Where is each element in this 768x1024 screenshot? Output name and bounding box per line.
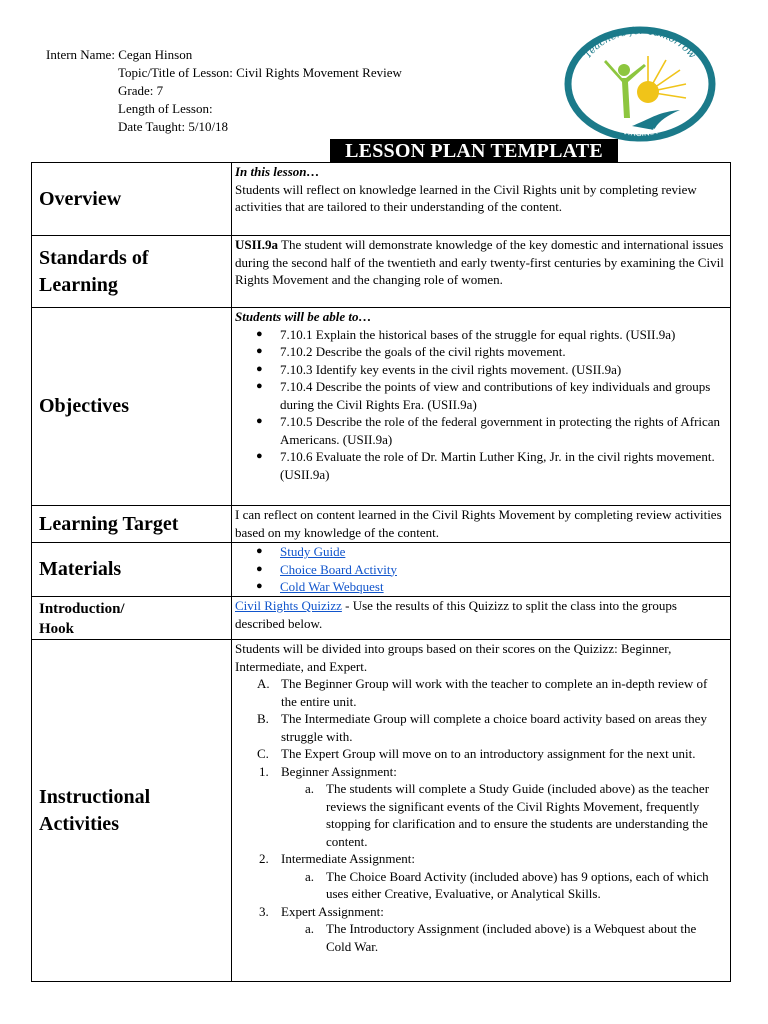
material-item [280, 578, 724, 596]
overview-label: Overview [32, 163, 232, 236]
lesson-topic: Topic/Title of Lesson: Civil Rights Movement Review [118, 65, 402, 80]
logo-state-text: VIRGINIA [621, 126, 659, 139]
introduction-text: - Use the results of this Quizizz to split the class into the groups described below. [235, 598, 677, 631]
page-title: LESSON PLAN TEMPLATE [330, 139, 618, 163]
objective-item: ● 7.10.5 Describe the role of the federal government in protecting the rights of African Americans. (USII.9a) [280, 413, 724, 448]
group-item [235, 675, 724, 710]
assignment-sub-text: The Introductory Assignment (included above) is a Webquest about the Cold War. [326, 921, 697, 954]
assignment-sub-marker: a. [305, 781, 315, 796]
introduction-label [32, 597, 232, 640]
overview-intro: In this lesson… [235, 164, 320, 179]
lesson-grade: Grade: 7 [118, 83, 164, 98]
objective-item: ● 7.10.2 Describe the goals of the civil rights movement. [280, 343, 724, 361]
overview-row [32, 163, 731, 236]
group-item [235, 745, 724, 763]
standards-label [32, 236, 232, 308]
instructional-label [32, 640, 232, 982]
overview-content [232, 163, 731, 236]
learning-target-text: I can reflect on content learned in the Civil Rights Movement by completing review activities based on my knowledge of the content. [232, 506, 731, 543]
group-text: The Expert Group will move on to an introductory assignment for the next unit. [281, 746, 696, 761]
assignment-sub-marker: a. [305, 868, 315, 884]
instructional-row [32, 640, 731, 982]
cold-war-webquest-link[interactable]: Cold War Webquest [280, 579, 384, 594]
standards-label-line1: Standards of [39, 246, 149, 269]
instructional-label-line1: Instructional [39, 785, 151, 808]
learning-target-row [32, 506, 731, 543]
lesson-plan-table [31, 162, 731, 982]
instructional-label-line2: Activities [39, 812, 119, 835]
objectives-label: Objectives [32, 308, 232, 506]
introduction-row [32, 597, 731, 640]
materials-label: Materials [32, 543, 232, 597]
objective-item: ● 7.10.3 Identify key events in the civil rights movement. (USII.9a) [280, 361, 724, 379]
objectives-content [232, 308, 731, 506]
civil-rights-quizizz-link[interactable]: Civil Rights Quizizz [235, 598, 342, 613]
materials-content [232, 543, 731, 597]
group-marker: C. [257, 746, 269, 761]
instructional-intro: Students will be divided into groups based on their scores on the Quizizz: Beginner, Intermediate, and Expert. [235, 641, 672, 674]
assignment-item [235, 850, 724, 868]
standards-content [232, 236, 731, 308]
assignment-detail [235, 780, 724, 850]
materials-row [32, 543, 731, 597]
introduction-label-line2: Hook [39, 621, 75, 637]
objectives-intro: Students will be able to… [235, 309, 372, 324]
materials-list [235, 543, 724, 596]
standards-row [32, 236, 731, 308]
assignment-marker: 1. [259, 763, 269, 779]
instructional-content [232, 640, 731, 982]
introduction-label-line1: Introduction/ [39, 601, 125, 617]
assignment-sub-marker: a. [305, 921, 315, 936]
objectives-list [235, 326, 724, 484]
assignment-title: Intermediate Assignment: [281, 851, 415, 866]
standards-code: USII.9a [235, 237, 278, 252]
objective-item: ● 7.10.4 Describe the points of view and contributions of key individuals and groups during the Civil Rights Era. (USII.9a) [280, 378, 724, 413]
assignment-detail [235, 868, 724, 903]
overview-text: Students will reflect on knowledge learned in the Civil Rights unit by completing review activities that are tailored to their understanding of the content. [235, 181, 697, 214]
introduction-content [232, 597, 731, 640]
material-item [280, 543, 724, 561]
assignment-sub-text: The students will complete a Study Guide (included above) as the teacher reviews the significant events of the Civil Rights Movement, frequently stopping for clarification and to ensure the students are understanding the content. [326, 781, 710, 849]
sun-icon [637, 81, 659, 103]
study-guide-link[interactable]: Study Guide [280, 544, 346, 559]
standards-text: The student will demonstrate knowledge of the key domestic and international issues during the second half of the twentieth and early twenty-first centuries by examining the Civil Rights Movement and the changing role of women. [235, 237, 724, 287]
choice-board-link[interactable]: Choice Board Activity [280, 561, 397, 577]
objectives-row [32, 308, 731, 506]
assignment-marker: 2. [259, 851, 269, 866]
teachers-for-tomorrow-logo [562, 26, 718, 142]
assignment-title: Expert Assignment: [281, 903, 384, 919]
logo-arc-text: Teachers for Tomorrow [582, 26, 698, 61]
group-item [235, 710, 724, 745]
group-marker: A. [257, 676, 270, 691]
standards-label-line2: Learning [39, 273, 118, 296]
objective-item: ● 7.10.6 Evaluate the role of Dr. Martin Luther King, Jr. in the civil rights movement. (USII.9a) [280, 448, 724, 483]
assignment-title: Beginner Assignment: [281, 763, 397, 779]
assignment-sub-text: The Choice Board Activity (included above) has 9 options, each of which uses either Creative, Evaluative, or Analytical Skills. [326, 868, 709, 901]
assignment-detail [235, 920, 724, 955]
assignment-marker: 3. [259, 903, 269, 919]
assignment-item [235, 763, 724, 781]
date-taught: Date Taught: 5/10/18 [118, 119, 229, 134]
objective-item: ● 7.10.1 Explain the historical bases of the struggle for equal rights. (USII.9a) [280, 326, 724, 344]
assignment-item [235, 903, 724, 921]
material-item [280, 561, 724, 579]
group-text: The Beginner Group will work with the teacher to complete an in-depth review of the entire unit. [281, 676, 708, 709]
learning-target-label: Learning Target [32, 506, 232, 543]
intern-name: Intern Name: Cegan Hinson [46, 47, 193, 62]
group-marker: B. [257, 711, 269, 726]
group-text: The Intermediate Group will complete a choice board activity based on areas they struggle with. [281, 711, 707, 744]
lesson-length: Length of Lesson: [118, 101, 213, 116]
